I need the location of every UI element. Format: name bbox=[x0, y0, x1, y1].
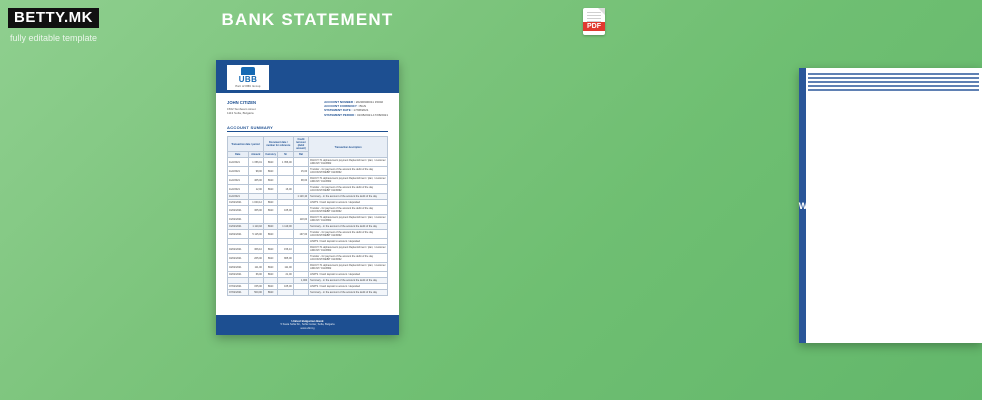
transaction-currency: BGN bbox=[263, 224, 277, 230]
transaction-amount: 111,00 bbox=[248, 263, 263, 272]
section-title: ACCOUNT SUMMARY bbox=[227, 125, 388, 133]
transaction-nr: 1 356,00 bbox=[278, 158, 293, 167]
transaction-description: Summary - in the account of the account the debit of the day bbox=[309, 290, 388, 296]
customer-block bbox=[227, 100, 256, 117]
transaction-amount: 265,00 bbox=[248, 254, 263, 263]
transaction-description: Transfer - for payment of the account the debit of the day ACCOUNT/DEBIT 011/3862 bbox=[309, 230, 388, 239]
address-and-details bbox=[227, 100, 388, 117]
transaction-amount: 1 000,12 bbox=[248, 200, 263, 206]
transaction-date: 04/02/2021 bbox=[228, 272, 249, 278]
transaction-amount: 465,00 bbox=[248, 176, 263, 185]
transaction-nr: 21,00 bbox=[278, 272, 293, 278]
detail-key: STATEMENT DATE : bbox=[324, 108, 353, 113]
transaction-description: LIMITS / Cash deposit to account / deposited bbox=[309, 200, 388, 206]
transaction-currency: BGN bbox=[263, 185, 277, 194]
column-header-balance: Bal bbox=[293, 152, 308, 158]
transaction-balance bbox=[293, 254, 308, 263]
customer-name: JOHN CITIZEN bbox=[227, 100, 257, 105]
transaction-balance: 1,000 bbox=[293, 278, 308, 284]
transactions-table bbox=[227, 136, 388, 296]
column-header-nr: Nr bbox=[278, 152, 293, 158]
transaction-amount: 98,00 bbox=[248, 167, 263, 176]
transaction-date: 04/02/2021 bbox=[228, 245, 249, 254]
transaction-amount: 1 110,02 bbox=[248, 224, 263, 230]
customer-address-line: 1562 Sunbeam street bbox=[227, 107, 256, 111]
transaction-currency: BGN bbox=[263, 245, 277, 254]
transaction-description: RACCT-T1 alphanumeric payment Replenishment / plan; / customer ADD-NT/ 011/3862 bbox=[310, 159, 386, 166]
transaction-balance: 118,00 bbox=[293, 215, 308, 224]
transaction-balance bbox=[293, 158, 308, 167]
transaction-description: Summary - in the account of the account the debit of the day bbox=[309, 194, 388, 200]
column-header-amount: Amount bbox=[248, 152, 263, 158]
transaction-date: 01/02/2021 bbox=[228, 200, 249, 206]
detail-key: ACCOUNT CURRENCY : bbox=[324, 104, 359, 109]
logo-subtitle: Part of KBC Group bbox=[235, 85, 261, 88]
transaction-currency: BGN bbox=[263, 254, 277, 263]
transaction-date: 04/02/2021 bbox=[228, 263, 249, 272]
transaction-nr: 865,00 bbox=[278, 254, 293, 263]
transaction-nr bbox=[278, 167, 293, 176]
transaction-amount: 365,00 bbox=[248, 206, 263, 215]
footer-website: www.ubb.bg bbox=[300, 326, 315, 330]
transaction-date: 11/2/2021 bbox=[228, 158, 249, 167]
transaction-amount: 66,00 bbox=[248, 272, 263, 278]
transaction-amount: 500,00 bbox=[248, 290, 263, 296]
table-row bbox=[228, 176, 388, 185]
table-row bbox=[228, 215, 388, 224]
pdf-file-icon[interactable] bbox=[583, 8, 605, 35]
word-sheet bbox=[806, 68, 982, 343]
table-row bbox=[228, 206, 388, 215]
column-header-date: Date bbox=[228, 152, 249, 158]
transaction-balance bbox=[293, 290, 308, 296]
transaction-date: 11/2/2021 bbox=[228, 194, 249, 200]
group-header: Credit turnover (debit amount) bbox=[293, 137, 308, 152]
group-header: Transaction description bbox=[309, 137, 388, 158]
transaction-amount: 155,00 bbox=[248, 284, 263, 290]
transaction-description: RACCT-T1 alphanumeric payment Replenishment / plan; / customer ADD-NT/ 011/3862 bbox=[310, 177, 386, 184]
logo-name: UBB bbox=[238, 75, 258, 84]
transaction-amount: 366,10 bbox=[248, 245, 263, 254]
detail-value: BGN bbox=[359, 104, 367, 109]
bank-statement-document[interactable] bbox=[216, 60, 399, 335]
transaction-balance: 98,00 bbox=[293, 176, 308, 185]
footer-bank-name: United Bulgarian Bank bbox=[291, 319, 324, 323]
transaction-date: 07/02/2021 bbox=[228, 284, 249, 290]
transactions-table-body bbox=[228, 158, 388, 296]
word-file-icon[interactable] bbox=[799, 68, 982, 343]
transaction-nr: 16,00 bbox=[278, 185, 293, 194]
transaction-date: 04/02/2021 bbox=[228, 230, 249, 239]
transaction-nr bbox=[278, 215, 293, 224]
transaction-description: Transfer - for payment of the account the debit of the day ACCOUNT/DEBIT 011/3862 bbox=[309, 206, 388, 215]
group-header: Document date / number for reference bbox=[263, 137, 293, 152]
transaction-currency: BGN bbox=[263, 263, 277, 272]
detail-key: ACCOUNT NUMBER : bbox=[324, 100, 355, 104]
transaction-balance: 15,00 bbox=[293, 167, 308, 176]
table-row bbox=[228, 158, 388, 167]
account-details-block bbox=[324, 100, 388, 117]
brand-logo-text: BETTY.MK bbox=[14, 9, 93, 26]
transaction-date: 11/2/2021 bbox=[228, 176, 249, 185]
transaction-currency: BGN bbox=[263, 206, 277, 215]
transaction-nr: 1 119,00 bbox=[278, 224, 293, 230]
transaction-nr: 165,00 bbox=[278, 206, 293, 215]
transaction-date: 11/2/2021 bbox=[228, 185, 249, 194]
transaction-balance bbox=[293, 263, 308, 272]
transaction-currency: BGN bbox=[263, 176, 277, 185]
table-row bbox=[228, 254, 388, 263]
transaction-currency: BGN bbox=[263, 230, 277, 239]
table-group-header-row bbox=[228, 137, 388, 152]
transaction-amount: 5 115,00 bbox=[248, 230, 263, 239]
transaction-description: RACCT-T1 alphanumeric payment Replenishment / plan; / customer ADD-NT/ 011/3862 bbox=[310, 264, 386, 271]
detail-value: 20230900011 15002 bbox=[355, 100, 384, 104]
transaction-nr: 156,10 bbox=[278, 245, 293, 254]
transaction-balance bbox=[293, 206, 308, 215]
page-title: BANK STATEMENT bbox=[221, 10, 394, 29]
document-header-band bbox=[216, 60, 399, 93]
table-row bbox=[228, 245, 388, 254]
table-row bbox=[228, 167, 388, 176]
table-row bbox=[228, 290, 388, 296]
transaction-amount: 1 356,01 bbox=[248, 158, 263, 167]
transaction-currency: BGN bbox=[263, 272, 277, 278]
detail-value: 01/08/2021-17/08/2021 bbox=[356, 112, 388, 117]
table-row bbox=[228, 263, 388, 272]
transaction-date: 01/02/2021 bbox=[228, 224, 249, 230]
transaction-date: 04/02/2021 bbox=[228, 254, 249, 263]
detail-value: 17/08/2021 bbox=[353, 108, 369, 113]
document-footer bbox=[216, 315, 399, 335]
transaction-balance: 197,00 bbox=[293, 230, 308, 239]
transaction-description: Transfer - for payment of the account the debit of the day ACCOUNT/DEBIT 011/3862 bbox=[309, 185, 388, 194]
transaction-description: Summary - in the account of the account the debit of the day bbox=[309, 278, 388, 284]
transaction-description: RACCT-T1 alphanumeric payment Replenishment / plan; / customer ADD-NT/ 011/3862 bbox=[310, 246, 386, 253]
footer-address: 5 Sveta Sofia Str., Sofia Center, Sofia, Bulgaria bbox=[280, 323, 335, 326]
transaction-nr: 111,00 bbox=[278, 263, 293, 272]
transaction-currency: BGN bbox=[263, 158, 277, 167]
logo-mark-icon bbox=[241, 67, 255, 75]
transaction-date: 01/02/2021 bbox=[228, 215, 249, 224]
word-lines bbox=[808, 73, 979, 93]
transaction-currency: BGN bbox=[263, 200, 277, 206]
detail-key: STATEMENT PERIOD : bbox=[324, 112, 357, 117]
transaction-currency bbox=[263, 215, 277, 224]
file-format-icons bbox=[583, 8, 808, 211]
column-header-currency: Currency bbox=[265, 153, 276, 157]
transaction-date: 01/02/2021 bbox=[228, 206, 249, 215]
transaction-nr bbox=[278, 176, 293, 185]
pdf-label: PDF bbox=[583, 22, 605, 31]
tagline: fully editable template bbox=[10, 33, 98, 43]
ubb-logo bbox=[227, 65, 269, 90]
transaction-description: Transfer - for payment of the account the debit of the day ACCOUNT/DEBIT 011/3862 bbox=[309, 254, 388, 263]
table-row bbox=[228, 230, 388, 239]
transaction-date: 07/02/2021 bbox=[228, 290, 249, 296]
transaction-currency: BGN bbox=[263, 167, 277, 176]
detail-row bbox=[324, 113, 388, 117]
transaction-balance bbox=[293, 245, 308, 254]
transaction-balance bbox=[293, 185, 308, 194]
transaction-nr: 165,00 bbox=[278, 284, 293, 290]
group-header: Transaction date / period bbox=[228, 137, 264, 152]
transaction-nr bbox=[278, 230, 293, 239]
transaction-description: LIMITS / Cash deposit to account / deposited bbox=[309, 284, 388, 290]
transaction-amount: 12,00 bbox=[248, 185, 263, 194]
transaction-date: 11/2/2021 bbox=[228, 167, 249, 176]
transaction-description: RACCT-T1 alphanumeric payment Replenishment / plan; / customer ADD-NT/ 011/3862 bbox=[310, 216, 386, 223]
transaction-currency: BGN bbox=[263, 284, 277, 290]
transaction-description: Summary - in the account of the account the debit of the day bbox=[309, 224, 388, 230]
transaction-nr bbox=[278, 290, 293, 296]
transaction-description: LIMITS / Cash deposit to account / deposited bbox=[309, 239, 388, 245]
customer-address-line: 1113 Sofia, Bulgaria bbox=[227, 111, 254, 115]
transaction-currency: BGN bbox=[263, 290, 277, 296]
word-label: W bbox=[798, 200, 808, 211]
table-row bbox=[228, 185, 388, 194]
transaction-description: Transfer - for payment of the account the debit of the day ACCOUNT/DEBIT 011/3862 bbox=[309, 167, 388, 176]
transaction-description: LIMITS / Cash deposit to account / deposited bbox=[309, 272, 388, 278]
document-body bbox=[216, 93, 399, 296]
transaction-amount bbox=[248, 215, 263, 224]
transaction-balance: 1 120,10 bbox=[293, 194, 308, 200]
